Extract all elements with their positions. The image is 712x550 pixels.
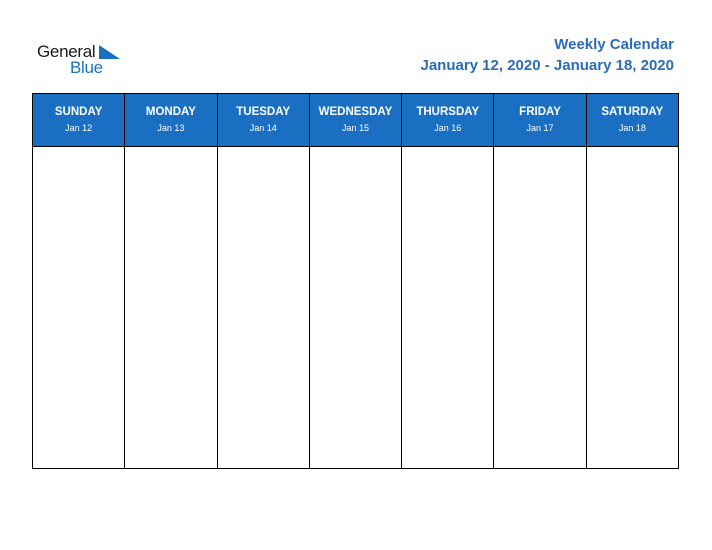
day-name: MONDAY — [145, 106, 196, 118]
logo-word-general: General — [37, 42, 96, 61]
logo — [37, 42, 127, 78]
day-cell[interactable] — [494, 147, 585, 468]
day-column-wednesday — [310, 94, 402, 468]
day-name: FRIDAY — [519, 106, 561, 118]
page-title: Weekly Calendar — [554, 36, 674, 53]
day-name: SATURDAY — [601, 106, 664, 118]
day-header — [494, 94, 585, 147]
logo-word-blue: Blue — [70, 58, 103, 77]
day-header — [125, 94, 216, 147]
day-column-sunday — [33, 94, 125, 468]
week-grid — [32, 93, 679, 469]
day-date: Jan 12 — [65, 123, 93, 133]
day-header — [587, 94, 678, 147]
day-cell[interactable] — [587, 147, 678, 468]
day-date: Jan 13 — [157, 123, 185, 133]
day-header — [33, 94, 124, 147]
day-column-thursday — [402, 94, 494, 468]
day-cell[interactable] — [310, 147, 401, 468]
header — [420, 35, 674, 77]
day-name: WEDNESDAY — [318, 106, 393, 118]
day-column-saturday — [587, 94, 678, 468]
day-name: THURSDAY — [416, 106, 480, 118]
date-range: January 12, 2020 - January 18, 2020 — [420, 57, 674, 74]
day-header — [218, 94, 309, 147]
day-name: SUNDAY — [54, 106, 103, 118]
day-cell[interactable] — [402, 147, 493, 468]
day-date: Jan 14 — [249, 123, 277, 133]
day-header — [310, 94, 401, 147]
day-cell[interactable] — [33, 147, 124, 468]
day-cell[interactable] — [125, 147, 216, 468]
day-column-monday — [125, 94, 217, 468]
day-date: Jan 15 — [341, 123, 369, 133]
day-column-tuesday — [218, 94, 310, 468]
day-header — [402, 94, 493, 147]
day-date: Jan 16 — [434, 123, 462, 133]
day-cell[interactable] — [218, 147, 309, 468]
day-date: Jan 18 — [618, 123, 646, 133]
day-name: TUESDAY — [236, 106, 291, 118]
day-date: Jan 17 — [526, 123, 554, 133]
logo-triangle-icon — [99, 45, 120, 59]
day-column-friday — [494, 94, 586, 468]
